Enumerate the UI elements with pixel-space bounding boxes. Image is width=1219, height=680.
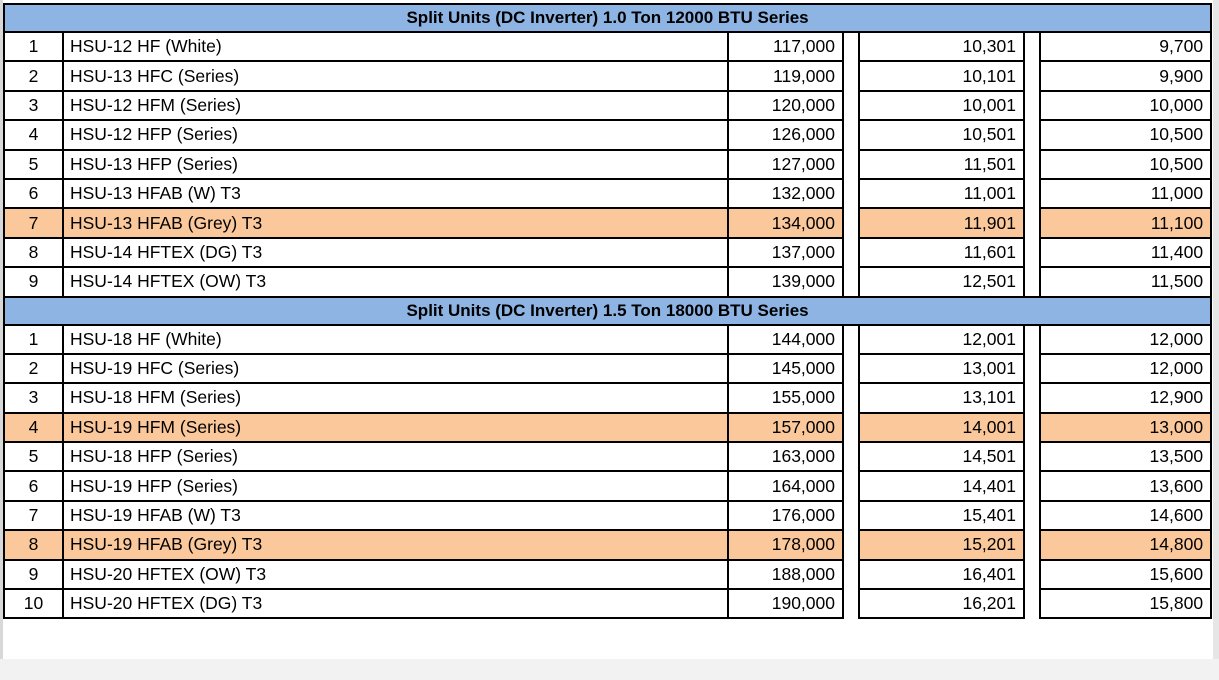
column-gap xyxy=(843,267,859,296)
value-column-3: 15,800 xyxy=(1040,589,1211,618)
column-gap xyxy=(843,442,859,471)
section-header-row xyxy=(4,297,1211,325)
price-value: 157,000 xyxy=(728,413,843,442)
table-row xyxy=(4,354,1211,383)
model-name: HSU-19 HFC (Series) xyxy=(63,354,728,383)
table-row xyxy=(4,325,1211,354)
row-number: 8 xyxy=(4,238,63,267)
table-row xyxy=(4,530,1211,559)
price-value: 126,000 xyxy=(728,120,843,149)
price-value: 190,000 xyxy=(728,589,843,618)
column-gap xyxy=(1024,208,1040,237)
right-edge xyxy=(1213,0,1219,680)
section-title: Split Units (DC Inverter) 1.0 Ton 12000 BTU Series xyxy=(4,4,1211,32)
model-name: HSU-20 HFTEX (OW) T3 xyxy=(63,560,728,589)
table-row xyxy=(4,208,1211,237)
table-row xyxy=(4,383,1211,412)
value-column-2: 11,501 xyxy=(859,150,1024,179)
table-row xyxy=(4,179,1211,208)
model-name: HSU-19 HFAB (W) T3 xyxy=(63,501,728,530)
section-header-row xyxy=(4,4,1211,32)
row-number: 7 xyxy=(4,208,63,237)
model-name: HSU-20 HFTEX (DG) T3 xyxy=(63,589,728,618)
model-name: HSU-14 HFTEX (DG) T3 xyxy=(63,238,728,267)
column-gap xyxy=(843,208,859,237)
row-number: 1 xyxy=(4,32,63,61)
value-column-3: 13,600 xyxy=(1040,471,1211,500)
table-row xyxy=(4,442,1211,471)
column-gap xyxy=(1024,238,1040,267)
column-gap xyxy=(843,471,859,500)
column-gap xyxy=(843,354,859,383)
table-row xyxy=(4,61,1211,90)
value-column-2: 16,401 xyxy=(859,560,1024,589)
value-column-2: 11,901 xyxy=(859,208,1024,237)
price-value: 178,000 xyxy=(728,530,843,559)
table-row xyxy=(4,589,1211,618)
table-row xyxy=(4,150,1211,179)
column-gap xyxy=(1024,32,1040,61)
model-name: HSU-18 HFM (Series) xyxy=(63,383,728,412)
column-gap xyxy=(1024,325,1040,354)
column-gap xyxy=(1024,413,1040,442)
price-value: 176,000 xyxy=(728,501,843,530)
value-column-2: 12,001 xyxy=(859,325,1024,354)
column-gap xyxy=(1024,442,1040,471)
value-column-2: 11,001 xyxy=(859,179,1024,208)
table-row xyxy=(4,560,1211,589)
column-gap xyxy=(1024,267,1040,296)
price-value: 120,000 xyxy=(728,91,843,120)
price-table xyxy=(3,3,1212,619)
price-value: 139,000 xyxy=(728,267,843,296)
column-gap xyxy=(843,32,859,61)
column-gap xyxy=(843,560,859,589)
price-value: 117,000 xyxy=(728,32,843,61)
row-number: 9 xyxy=(4,267,63,296)
value-column-2: 14,001 xyxy=(859,413,1024,442)
column-gap xyxy=(1024,589,1040,618)
price-value: 144,000 xyxy=(728,325,843,354)
price-value: 137,000 xyxy=(728,238,843,267)
column-gap xyxy=(1024,471,1040,500)
row-number: 9 xyxy=(4,560,63,589)
column-gap xyxy=(843,238,859,267)
value-column-2: 16,201 xyxy=(859,589,1024,618)
value-column-2: 14,401 xyxy=(859,471,1024,500)
price-value: 119,000 xyxy=(728,61,843,90)
table-row xyxy=(4,267,1211,296)
row-number: 2 xyxy=(4,354,63,383)
value-column-2: 15,401 xyxy=(859,501,1024,530)
value-column-3: 10,500 xyxy=(1040,120,1211,149)
row-number: 8 xyxy=(4,530,63,559)
column-gap xyxy=(1024,383,1040,412)
row-number: 2 xyxy=(4,61,63,90)
value-column-3: 11,500 xyxy=(1040,267,1211,296)
column-gap xyxy=(1024,91,1040,120)
price-value: 164,000 xyxy=(728,471,843,500)
bottom-margin xyxy=(0,659,1219,680)
row-number: 4 xyxy=(4,413,63,442)
value-column-3: 11,000 xyxy=(1040,179,1211,208)
price-value: 188,000 xyxy=(728,560,843,589)
model-name: HSU-19 HFAB (Grey) T3 xyxy=(63,530,728,559)
table-row xyxy=(4,120,1211,149)
column-gap xyxy=(843,120,859,149)
value-column-2: 13,101 xyxy=(859,383,1024,412)
column-gap xyxy=(1024,150,1040,179)
row-number: 4 xyxy=(4,120,63,149)
row-number: 1 xyxy=(4,325,63,354)
column-gap xyxy=(1024,530,1040,559)
column-gap xyxy=(843,413,859,442)
column-gap xyxy=(843,91,859,120)
row-number: 6 xyxy=(4,471,63,500)
value-column-3: 15,600 xyxy=(1040,560,1211,589)
model-name: HSU-13 HFAB (W) T3 xyxy=(63,179,728,208)
model-name: HSU-18 HF (White) xyxy=(63,325,728,354)
model-name: HSU-12 HFM (Series) xyxy=(63,91,728,120)
model-name: HSU-12 HFP (Series) xyxy=(63,120,728,149)
price-value: 155,000 xyxy=(728,383,843,412)
model-name: HSU-19 HFM (Series) xyxy=(63,413,728,442)
column-gap xyxy=(843,179,859,208)
table-row xyxy=(4,32,1211,61)
model-name: HSU-14 HFTEX (OW) T3 xyxy=(63,267,728,296)
value-column-2: 10,001 xyxy=(859,91,1024,120)
column-gap xyxy=(1024,120,1040,149)
column-gap xyxy=(843,589,859,618)
column-gap xyxy=(1024,354,1040,383)
row-number: 5 xyxy=(4,150,63,179)
price-value: 132,000 xyxy=(728,179,843,208)
model-name: HSU-19 HFP (Series) xyxy=(63,471,728,500)
table-row xyxy=(4,501,1211,530)
value-column-2: 10,501 xyxy=(859,120,1024,149)
model-name: HSU-13 HFP (Series) xyxy=(63,150,728,179)
column-gap xyxy=(843,325,859,354)
price-value: 145,000 xyxy=(728,354,843,383)
value-column-3: 12,000 xyxy=(1040,325,1211,354)
value-column-3: 13,500 xyxy=(1040,442,1211,471)
price-value: 134,000 xyxy=(728,208,843,237)
model-name: HSU-12 HF (White) xyxy=(63,32,728,61)
value-column-3: 14,800 xyxy=(1040,530,1211,559)
value-column-3: 9,700 xyxy=(1040,32,1211,61)
value-column-2: 11,601 xyxy=(859,238,1024,267)
value-column-3: 11,400 xyxy=(1040,238,1211,267)
column-gap xyxy=(843,501,859,530)
column-gap xyxy=(843,383,859,412)
value-column-3: 10,000 xyxy=(1040,91,1211,120)
value-column-3: 14,600 xyxy=(1040,501,1211,530)
value-column-3: 12,000 xyxy=(1040,354,1211,383)
value-column-2: 12,501 xyxy=(859,267,1024,296)
value-column-2: 10,301 xyxy=(859,32,1024,61)
price-value: 163,000 xyxy=(728,442,843,471)
row-number: 3 xyxy=(4,383,63,412)
row-number: 6 xyxy=(4,179,63,208)
section-title: Split Units (DC Inverter) 1.5 Ton 18000 BTU Series xyxy=(4,297,1211,325)
value-column-3: 12,900 xyxy=(1040,383,1211,412)
value-column-3: 13,000 xyxy=(1040,413,1211,442)
value-column-3: 10,500 xyxy=(1040,150,1211,179)
column-gap xyxy=(1024,501,1040,530)
column-gap xyxy=(843,150,859,179)
price-table-body xyxy=(4,4,1211,618)
value-column-2: 15,201 xyxy=(859,530,1024,559)
value-column-2: 14,501 xyxy=(859,442,1024,471)
column-gap xyxy=(843,61,859,90)
table-row xyxy=(4,91,1211,120)
column-gap xyxy=(1024,560,1040,589)
model-name: HSU-13 HFAB (Grey) T3 xyxy=(63,208,728,237)
row-number: 10 xyxy=(4,589,63,618)
column-gap xyxy=(1024,179,1040,208)
value-column-2: 10,101 xyxy=(859,61,1024,90)
column-gap xyxy=(1024,61,1040,90)
table-row xyxy=(4,413,1211,442)
table-row xyxy=(4,238,1211,267)
value-column-3: 11,100 xyxy=(1040,208,1211,237)
row-number: 5 xyxy=(4,442,63,471)
value-column-3: 9,900 xyxy=(1040,61,1211,90)
table-row xyxy=(4,471,1211,500)
price-value: 127,000 xyxy=(728,150,843,179)
column-gap xyxy=(843,530,859,559)
model-name: HSU-13 HFC (Series) xyxy=(63,61,728,90)
model-name: HSU-18 HFP (Series) xyxy=(63,442,728,471)
value-column-2: 13,001 xyxy=(859,354,1024,383)
row-number: 7 xyxy=(4,501,63,530)
row-number: 3 xyxy=(4,91,63,120)
